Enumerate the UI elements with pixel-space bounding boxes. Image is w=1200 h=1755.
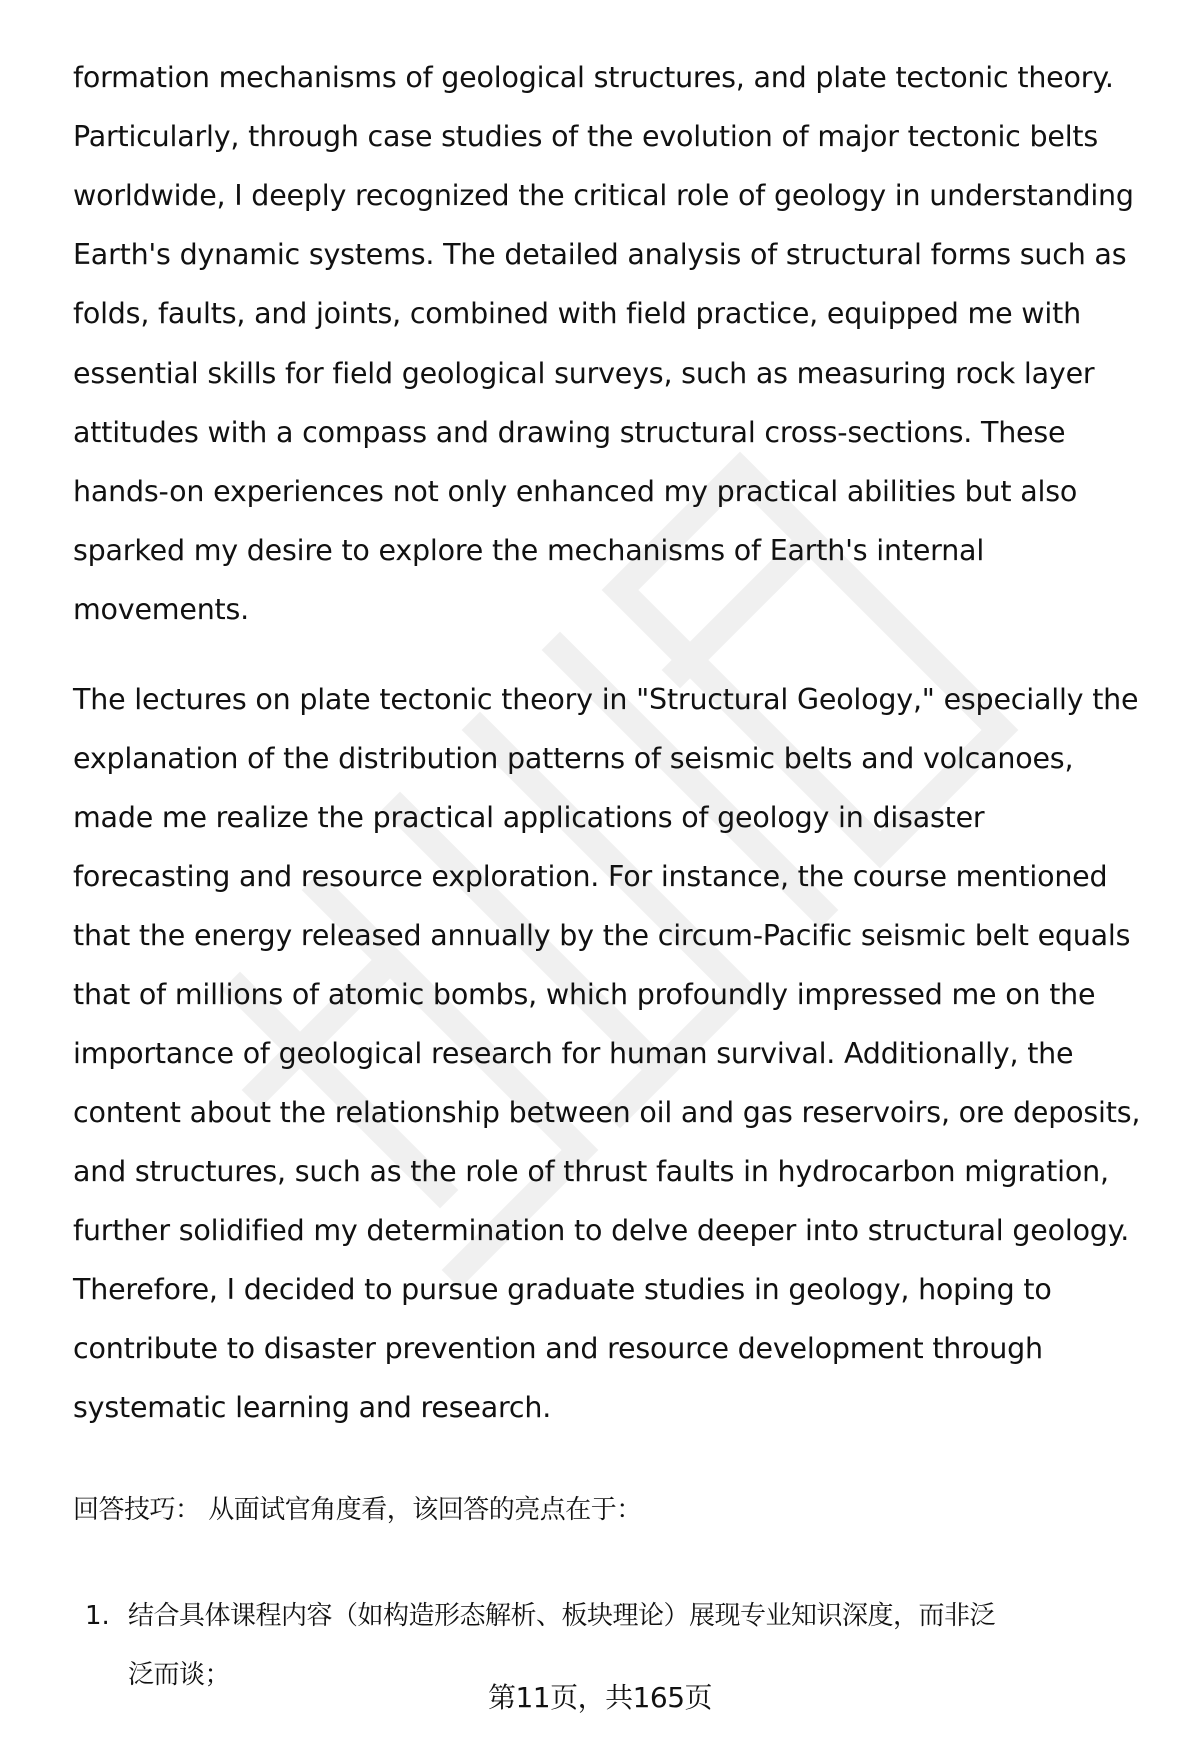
paragraph-2-line: forecasting and resource exploration. For instance, the course mentioned (73, 860, 1108, 893)
paragraph-1-line: formation mechanisms of geological structures, and plate tectonic theory. (73, 61, 1114, 94)
paragraph-1-line: essential skills for field geological surveys, such as measuring rock layer (73, 357, 1095, 390)
paragraph-2-line: that of millions of atomic bombs, which profoundly impressed me on the (73, 978, 1096, 1011)
paragraph-1-line: Particularly, through case studies of the evolution of major tectonic belts (73, 120, 1099, 153)
paragraph-2-line: Therefore, I decided to pursue graduate studies in geology, hoping to (73, 1273, 1052, 1306)
list-item-line: 结合具体课程内容（如构造形态解析、板块理论）展现专业知识深度，而非泛 (128, 1601, 996, 1631)
paragraph-2-line: explanation of the distribution patterns of seismic belts and volcanoes, (73, 742, 1074, 775)
paragraph-1-line: hands-on experiences not only enhanced my practical abilities but also (73, 475, 1078, 508)
paragraph-2-line: that the energy released annually by the circum-Pacific seismic belt equals (73, 919, 1131, 952)
paragraph-1-line: Earth's dynamic systems. The detailed analysis of structural forms such as (73, 238, 1127, 271)
paragraph-1-line: folds, faults, and joints, combined with field practice, equipped me with (73, 297, 1081, 330)
paragraph-1-line: sparked my desire to explore the mechanisms of Earth's internal (73, 534, 985, 567)
paragraph-2-line: systematic learning and research. (73, 1391, 552, 1424)
paragraph-1-line: worldwide, I deeply recognized the critical role of geology in understanding (73, 179, 1134, 212)
list-item-line: 泛而谈； (128, 1660, 231, 1690)
paragraph-2-line: and structures, such as the role of thrust faults in hydrocarbon migration, (73, 1155, 1109, 1188)
paragraph-2-line: importance of geological research for human survival. Additionally, the (73, 1037, 1074, 1070)
answer-tip-heading: 回答技巧： 从面试官角度看，该回答的亮点在于： (73, 1495, 642, 1525)
paragraph-2-line: further solidified my determination to delve deeper into structural geology. (73, 1214, 1130, 1247)
paragraph-2-line: contribute to disaster prevention and resource development through (73, 1332, 1043, 1365)
paragraph-2-line: The lectures on plate tectonic theory in "Structural Geology," especially the (73, 683, 1139, 716)
paragraph-1-line: movements. (73, 593, 250, 626)
paragraph-1-line: attitudes with a compass and drawing structural cross-sections. These (73, 416, 1066, 449)
list-item-number: 1. (85, 1601, 110, 1631)
page-indicator: 第11页，共165页 (487, 1681, 713, 1714)
paragraph-2-line: made me realize the practical applications of geology in disaster (73, 801, 985, 834)
paragraph-2-line: content about the relationship between oil and gas reservoirs, ore deposits, (73, 1096, 1141, 1129)
